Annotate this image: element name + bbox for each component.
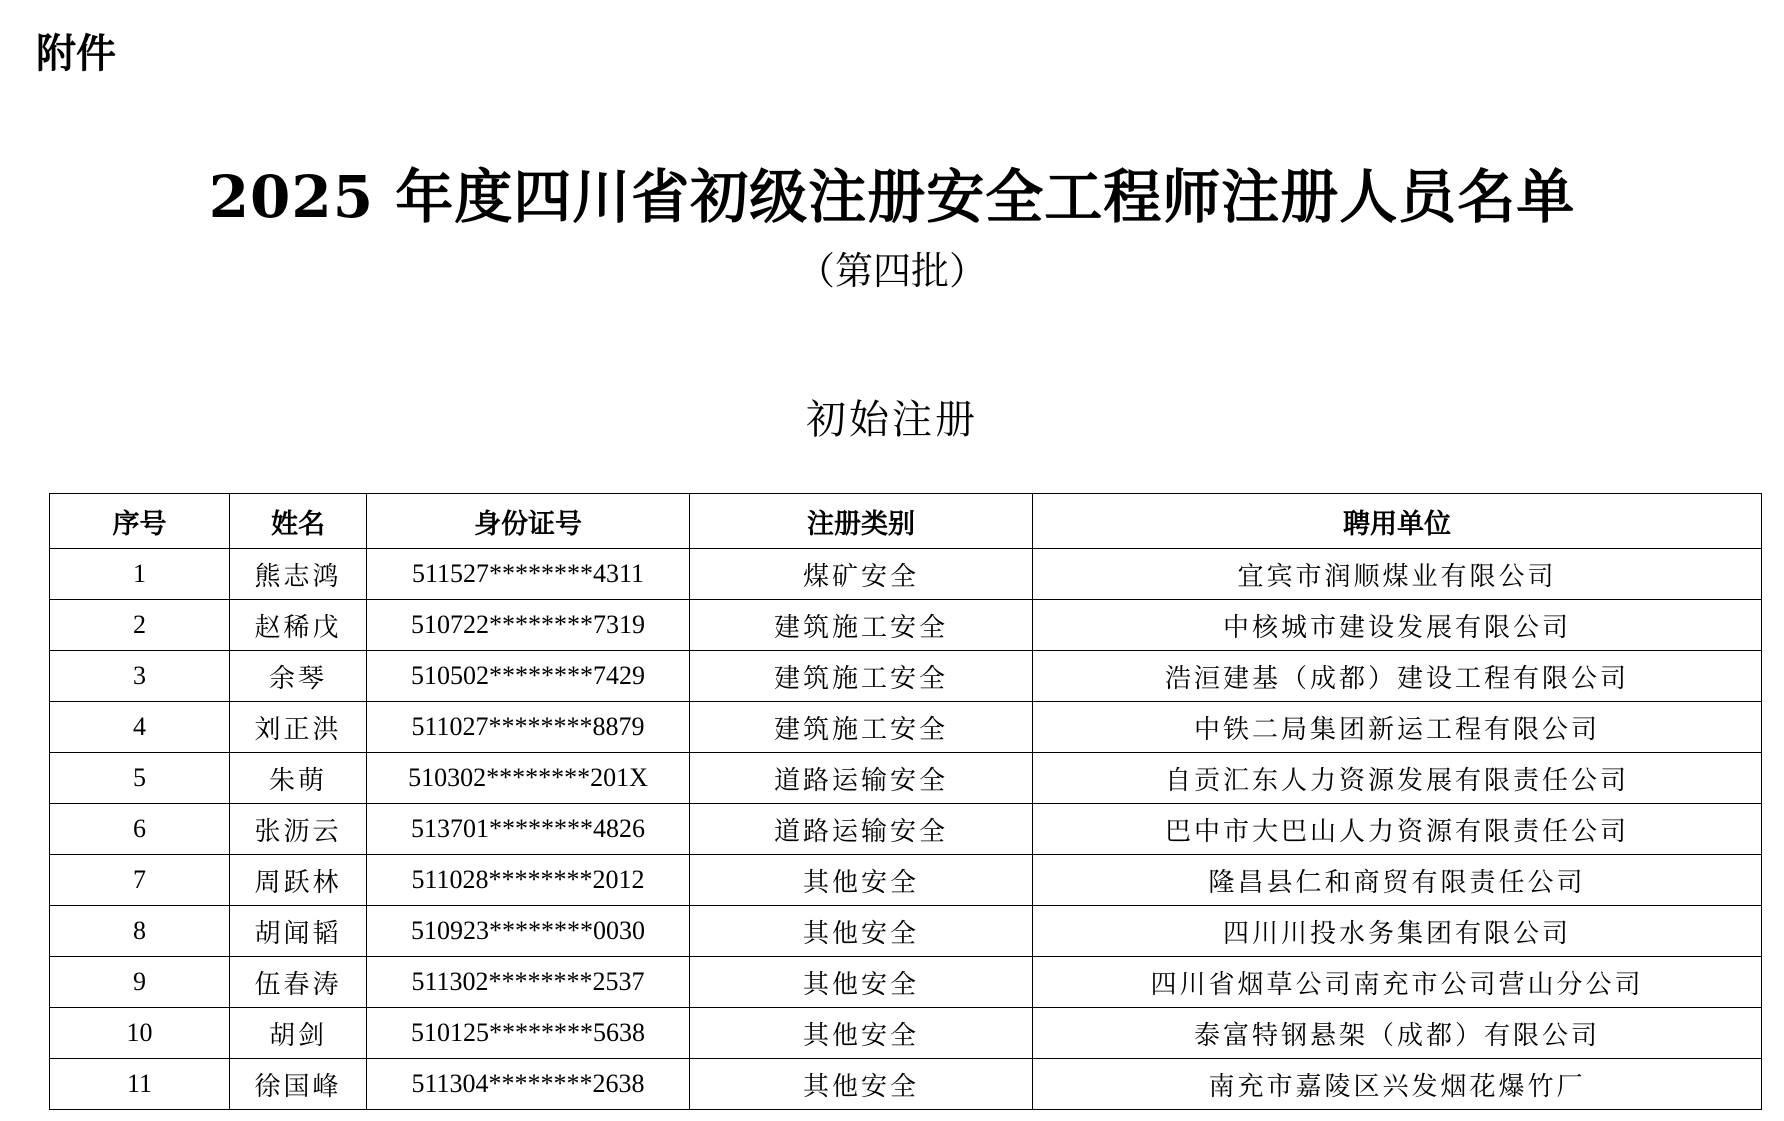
cell-name: 周跃林 bbox=[230, 855, 367, 906]
table-row bbox=[50, 855, 1762, 906]
cell-employer: 自贡汇东人力资源发展有限责任公司 bbox=[1033, 753, 1762, 804]
attachment-label: 附件 bbox=[36, 31, 116, 77]
cell-id: 510502********7429 bbox=[367, 651, 690, 702]
cell-category: 煤矿安全 bbox=[690, 549, 1033, 600]
cell-category: 其他安全 bbox=[690, 1008, 1033, 1059]
cell-category: 建筑施工安全 bbox=[690, 702, 1033, 753]
table-row bbox=[50, 1059, 1762, 1110]
cell-name: 朱萌 bbox=[230, 753, 367, 804]
table-row bbox=[50, 906, 1762, 957]
cell-name: 张沥云 bbox=[230, 804, 367, 855]
cell-seq: 3 bbox=[50, 651, 230, 702]
section-heading: 初始注册 bbox=[806, 397, 978, 443]
header-seq: 序号 bbox=[50, 494, 230, 549]
cell-name: 胡剑 bbox=[230, 1008, 367, 1059]
registration-table bbox=[49, 493, 1762, 1110]
cell-seq: 9 bbox=[50, 957, 230, 1008]
cell-category: 其他安全 bbox=[690, 906, 1033, 957]
cell-category: 其他安全 bbox=[690, 1059, 1033, 1110]
table-row bbox=[50, 1008, 1762, 1059]
cell-employer: 四川川投水务集团有限公司 bbox=[1033, 906, 1762, 957]
cell-category: 其他安全 bbox=[690, 957, 1033, 1008]
cell-name: 伍春涛 bbox=[230, 957, 367, 1008]
cell-name: 赵稀戊 bbox=[230, 600, 367, 651]
table-row bbox=[50, 651, 1762, 702]
cell-seq: 10 bbox=[50, 1008, 230, 1059]
cell-employer: 隆昌县仁和商贸有限责任公司 bbox=[1033, 855, 1762, 906]
cell-seq: 11 bbox=[50, 1059, 230, 1110]
cell-employer: 四川省烟草公司南充市公司营山分公司 bbox=[1033, 957, 1762, 1008]
table-row bbox=[50, 804, 1762, 855]
cell-seq: 5 bbox=[50, 753, 230, 804]
header-id: 身份证号 bbox=[367, 494, 690, 549]
table-row bbox=[50, 549, 1762, 600]
cell-category: 建筑施工安全 bbox=[690, 600, 1033, 651]
cell-seq: 8 bbox=[50, 906, 230, 957]
cell-employer: 宜宾市润顺煤业有限公司 bbox=[1033, 549, 1762, 600]
cell-employer: 浩洹建基（成都）建设工程有限公司 bbox=[1033, 651, 1762, 702]
cell-name: 胡闻韬 bbox=[230, 906, 367, 957]
cell-employer: 泰富特钢悬架（成都）有限公司 bbox=[1033, 1008, 1762, 1059]
table-body bbox=[50, 549, 1762, 1110]
table-row bbox=[50, 702, 1762, 753]
cell-employer: 中铁二局集团新运工程有限公司 bbox=[1033, 702, 1762, 753]
document-title: 2025 年度四川省初级注册安全工程师注册人员名单 bbox=[208, 163, 1576, 231]
cell-id: 510923********0030 bbox=[367, 906, 690, 957]
cell-id: 511304********2638 bbox=[367, 1059, 690, 1110]
cell-id: 510722********7319 bbox=[367, 600, 690, 651]
cell-category: 道路运输安全 bbox=[690, 804, 1033, 855]
cell-seq: 4 bbox=[50, 702, 230, 753]
cell-seq: 7 bbox=[50, 855, 230, 906]
cell-id: 510302********201X bbox=[367, 753, 690, 804]
cell-id: 513701********4826 bbox=[367, 804, 690, 855]
cell-name: 徐国峰 bbox=[230, 1059, 367, 1110]
cell-category: 建筑施工安全 bbox=[690, 651, 1033, 702]
cell-id: 511027********8879 bbox=[367, 702, 690, 753]
cell-seq: 6 bbox=[50, 804, 230, 855]
table-header-row bbox=[50, 494, 1762, 549]
table-row bbox=[50, 957, 1762, 1008]
cell-employer: 南充市嘉陵区兴发烟花爆竹厂 bbox=[1033, 1059, 1762, 1110]
cell-name: 刘正洪 bbox=[230, 702, 367, 753]
cell-seq: 1 bbox=[50, 549, 230, 600]
cell-id: 511527********4311 bbox=[367, 549, 690, 600]
cell-employer: 中核城市建设发展有限公司 bbox=[1033, 600, 1762, 651]
header-category: 注册类别 bbox=[690, 494, 1033, 549]
cell-employer: 巴中市大巴山人力资源有限责任公司 bbox=[1033, 804, 1762, 855]
cell-category: 其他安全 bbox=[690, 855, 1033, 906]
cell-name: 熊志鸿 bbox=[230, 549, 367, 600]
table-row bbox=[50, 753, 1762, 804]
cell-name: 余琴 bbox=[230, 651, 367, 702]
table-row bbox=[50, 600, 1762, 651]
cell-seq: 2 bbox=[50, 600, 230, 651]
cell-id: 511028********2012 bbox=[367, 855, 690, 906]
header-name: 姓名 bbox=[230, 494, 367, 549]
batch-label: （第四批） bbox=[796, 249, 987, 293]
cell-category: 道路运输安全 bbox=[690, 753, 1033, 804]
cell-id: 511302********2537 bbox=[367, 957, 690, 1008]
cell-id: 510125********5638 bbox=[367, 1008, 690, 1059]
header-employer: 聘用单位 bbox=[1033, 494, 1762, 549]
